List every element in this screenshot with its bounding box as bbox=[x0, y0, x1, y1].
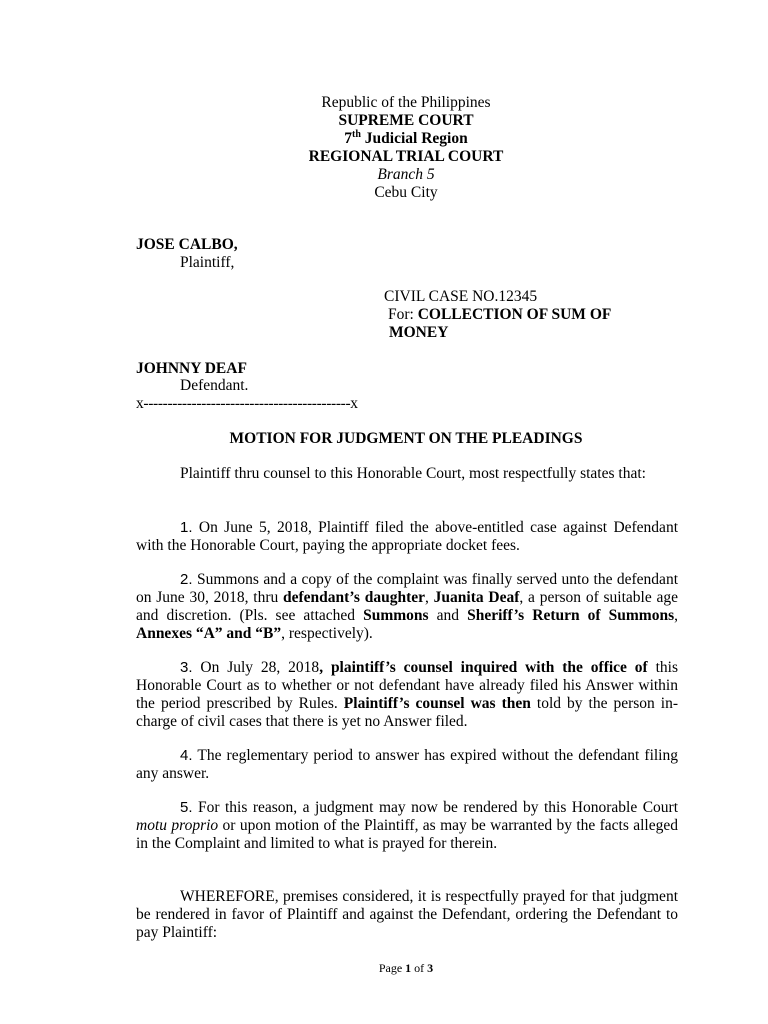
rtc-line: REGIONAL TRIAL COURT bbox=[308, 148, 504, 165]
supreme-court-line: SUPREME COURT bbox=[338, 112, 474, 129]
case-number: CIVIL CASE NO.12345 bbox=[384, 288, 538, 305]
city-line: Cebu City bbox=[374, 184, 438, 201]
paragraph-3-number: 3. bbox=[180, 659, 193, 676]
case-nature-line1: COLLECTION OF SUM OF bbox=[417, 306, 612, 323]
region-number: 7 bbox=[344, 130, 353, 147]
paragraph-2-text-5: , bbox=[674, 607, 678, 624]
paragraph-3-text: On July 28, 2018 bbox=[192, 659, 320, 676]
paragraph-4-number: 4. bbox=[180, 747, 193, 764]
plaintiff-role: Plaintiff, bbox=[180, 254, 235, 271]
paragraph-2-bold-1: defendant’s daughter bbox=[283, 589, 426, 606]
paragraph-2-bold-2: Juanita Deaf bbox=[433, 589, 520, 606]
paragraph-5-italic: motu proprio bbox=[136, 817, 219, 834]
caption-separator: x-------------------------------------------x bbox=[136, 395, 358, 412]
paragraph-3-bold-1: , plaintiff’s counsel inquired with the office of bbox=[319, 659, 648, 676]
paragraph-2-text-2: , bbox=[425, 589, 434, 606]
paragraph-1-number: 1. bbox=[180, 519, 193, 536]
republic-line: Republic of the Philippines bbox=[321, 94, 491, 111]
branch-line: Branch 5 bbox=[377, 166, 435, 183]
case-for-label: For: bbox=[388, 306, 418, 323]
judicial-region-line bbox=[0, 130, 768, 148]
intro-paragraph: Plaintiff thru counsel to this Honorable Court, most respectfully states that: bbox=[180, 465, 646, 482]
page-footer bbox=[0, 959, 768, 977]
paragraph-2-text-6: , respectively). bbox=[281, 625, 373, 642]
region-superscript: th bbox=[352, 128, 361, 140]
footer-page-number: 1 bbox=[405, 961, 412, 975]
case-for-line bbox=[388, 306, 611, 324]
paragraph-4 bbox=[136, 747, 678, 783]
paragraph-3-text-2: this Honorable Court as to whether or not defendant have already filed his Answer within the period prescribed by Rules. bbox=[136, 659, 678, 712]
paragraph-2-text-4: and bbox=[428, 607, 468, 624]
paragraph-5 bbox=[136, 799, 678, 853]
document-title: MOTION FOR JUDGMENT ON THE PLEADINGS bbox=[229, 430, 583, 447]
paragraph-3-text-3: told by the person in-charge of civil cases that there is yet no Answer filed. bbox=[136, 695, 679, 730]
footer-page-word: Page bbox=[378, 961, 406, 975]
footer-page-total: 3 bbox=[427, 961, 434, 975]
paragraph-4-text: The reglementary period to answer has expired without the defendant filing any answer. bbox=[136, 747, 678, 782]
defendant-name: JOHNNY DEAF bbox=[136, 360, 247, 377]
plaintiff-name: JOSE CALBO, bbox=[136, 236, 238, 253]
paragraph-2 bbox=[136, 571, 678, 643]
paragraph-5-number: 5. bbox=[180, 799, 193, 816]
paragraph-3-bold-2: Plaintiff’s counsel was then bbox=[343, 695, 531, 712]
paragraph-1-text: On June 5, 2018, Plaintiff filed the above-entitled case against Defendant with the Honorable Court, paying the appropriate docket fees. bbox=[136, 519, 678, 554]
wherefore-paragraph: WHEREFORE, premises considered, it is respectfully prayed for that judgment be rendered in favor of Plaintiff and against the Defendant, ordering the Defendant to pay Plaintiff: bbox=[136, 888, 678, 941]
footer-of-word: of bbox=[411, 961, 428, 975]
region-text: Judicial Region bbox=[360, 130, 468, 147]
paragraph-2-bold-5: Annexes “A” and “B” bbox=[136, 625, 282, 642]
case-nature-line2: MONEY bbox=[389, 324, 449, 341]
paragraph-3 bbox=[136, 659, 678, 731]
paragraph-2-number: 2. bbox=[180, 571, 193, 588]
paragraph-5-text: For this reason, a judgment may now be rendered by this Honorable Court bbox=[192, 799, 678, 816]
paragraph-1 bbox=[136, 519, 678, 555]
paragraph-5-text-2: or upon motion of the Plaintiff, as may be warranted by the facts alleged in the Complaint and limited to what is prayed for therein. bbox=[136, 817, 678, 852]
paragraph-2-bold-3: Summons bbox=[363, 607, 429, 624]
defendant-role: Defendant. bbox=[180, 377, 249, 394]
paragraph-2-bold-4: Sheriff’s Return of Summons bbox=[467, 607, 675, 624]
paragraph-2-text: Summons and a copy of the complaint was finally served unto the defendant on June 30, 2018, thru bbox=[136, 571, 678, 606]
paragraph-2-text-3: , a person of suitable age and discretion. (Pls. see attached bbox=[136, 589, 678, 624]
